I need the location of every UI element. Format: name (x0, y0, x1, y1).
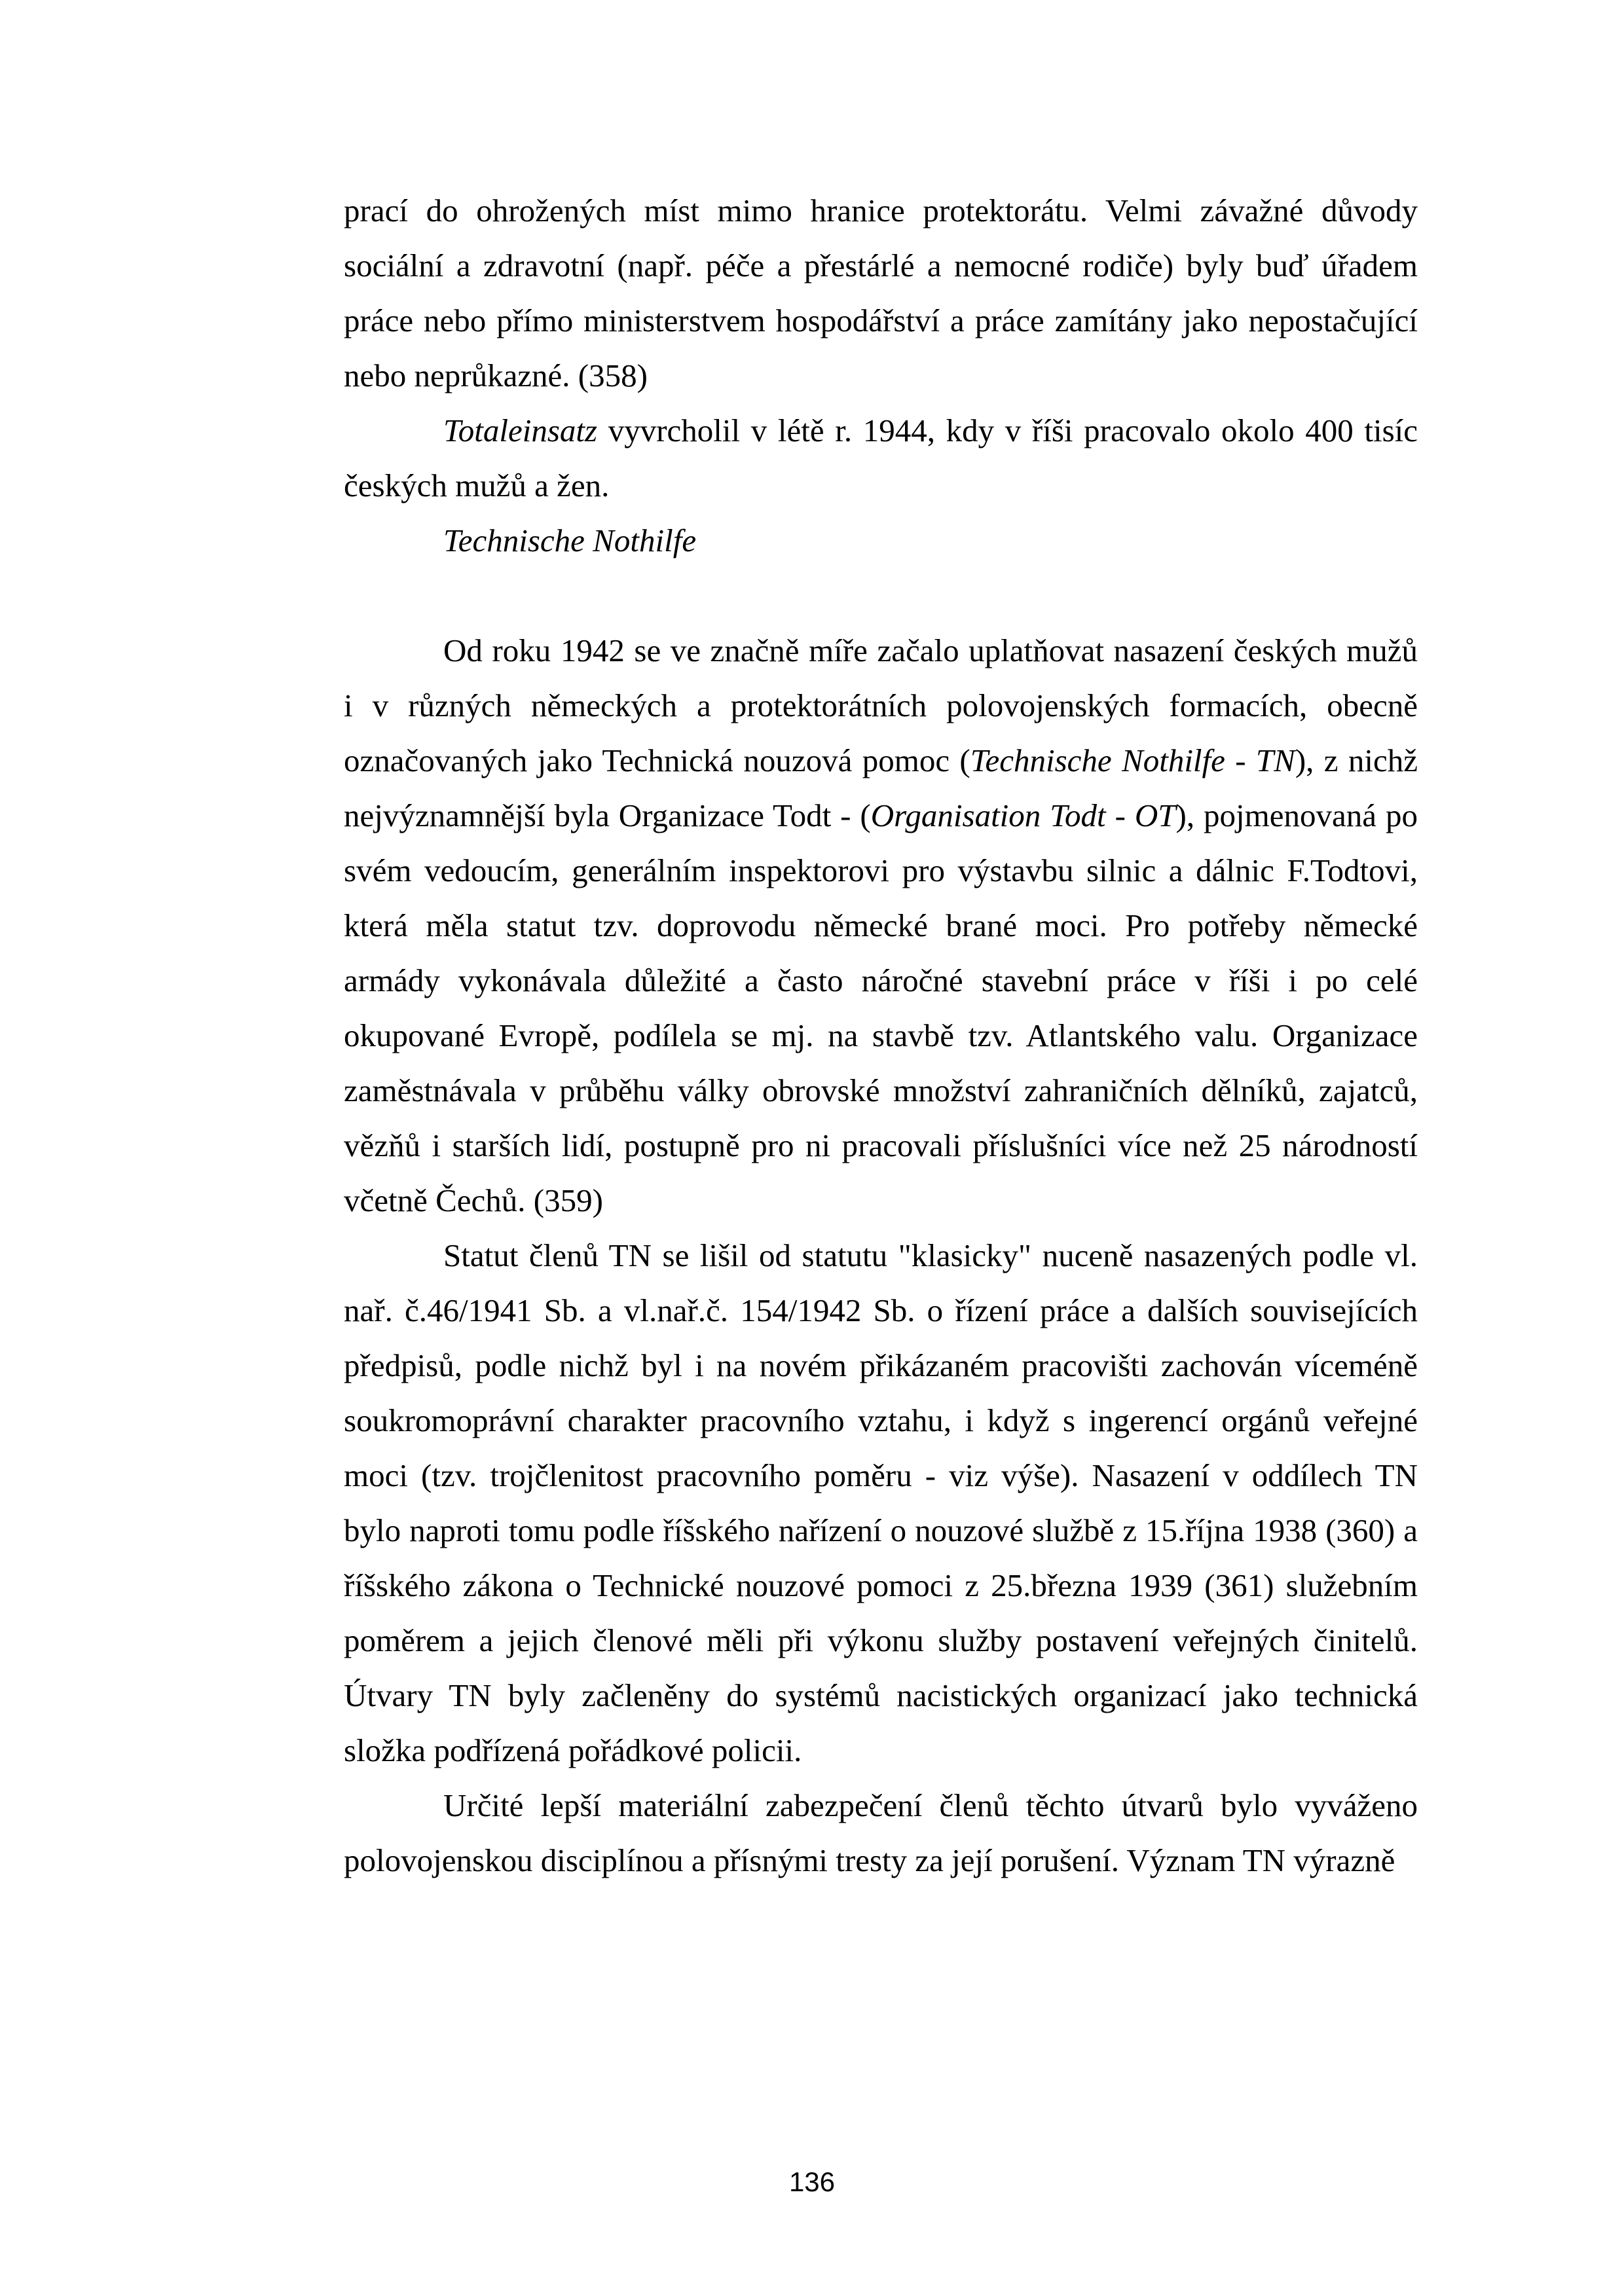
page-body (344, 183, 1418, 1888)
paragraph-1: prací do ohrožených míst mimo hranice protektorátu. Velmi závažné důvody sociální a zdravotní (např. péče a přestárlé a nemocné rodiče) byly buď úřadem práce nebo přímo ministerstvem hospodářství a práce zamítány jako nepostačující nebo neprůkazné. (358) (344, 192, 1418, 393)
page-number: 136 (788, 2166, 836, 2197)
paragraph-3 (344, 623, 1418, 1228)
paragraph-3-text-3: ), pojmenovaná po svém vedoucím, generálním inspektorovi pro výstavbu silnic a dálnic F.Todtovi, která měla statut tzv. doprovodu německé brané moci. Pro potřeby německé armády vykonávala důležité a často náročné stavební práce v říši i po celé okupované Evropě, podílela se mj. na stavbě tzv. Atlantského valu. Organizace zaměstnávala v průběhu války obrovské množství zahraničních dělníků, zajatců, vězňů i starších lidí, postupně pro ni pracovali příslušníci více než 25 národností včetně Čechů. (359) (344, 797, 1418, 1218)
section-heading: Technische Nothilfe (443, 522, 697, 558)
paragraph-2-text: vyvrcholil v létě r. 1944, kdy v říši pracovalo okolo 400 tisíc českých mužů a žen. (344, 412, 1418, 503)
term-organisation-todt: Organisation Todt - OT (870, 797, 1176, 833)
paragraph-5: Určité lepší materiální zabezpečení členů těchto útvarů bylo vyváženo polovojenskou disciplínou a přísnými tresty za její porušení. Význam TN výrazně (344, 1787, 1418, 1878)
paragraph-2 (344, 403, 1418, 513)
paragraph-3-text-2: ), z nichž nejvýznamnější byla Organizace Todt - ( (344, 742, 1418, 833)
term-totaleinsatz: Totaleinsatz (443, 412, 598, 448)
paragraph-4: Statut členů TN se lišil od statutu "klasicky" nuceně nasazených podle vl. nař. č.46/1941 Sb. a vl.nař.č. 154/1942 Sb. o řízení práce a dalších souvisejících předpisů, podle nichž byl i na novém přikázaném pracovišti zachován víceméně soukromoprávní charakter pracovního vztahu, i když s ingerencí orgánů veřejné moci (tzv. trojčlenitost pracovního poměru - viz výše). Nasazení v oddílech TN bylo naproti tomu podle říšského nařízení o nouzové službě z 15.října 1938 (360) a říšského zákona o Technické nouzové pomoci z 25.března 1939 (361) služebním poměrem a jejich členové měli při výkonu služby postavení veřejných činitelů. Útvary TN byly začleněny do systémů nacistických organizací jako technická složka podřízená pořádkové policii. (344, 1237, 1418, 1768)
term-technische-nothilfe: Technische Nothilfe - TN (970, 742, 1295, 778)
paragraph-3-text-1: Od roku 1942 se ve značně míře začalo uplatňovat nasazení českých mužů i v různých německých a protektorátních polovojenských formacích, obecně označovaných jako Technická nouzová pomoc ( (344, 632, 1418, 778)
